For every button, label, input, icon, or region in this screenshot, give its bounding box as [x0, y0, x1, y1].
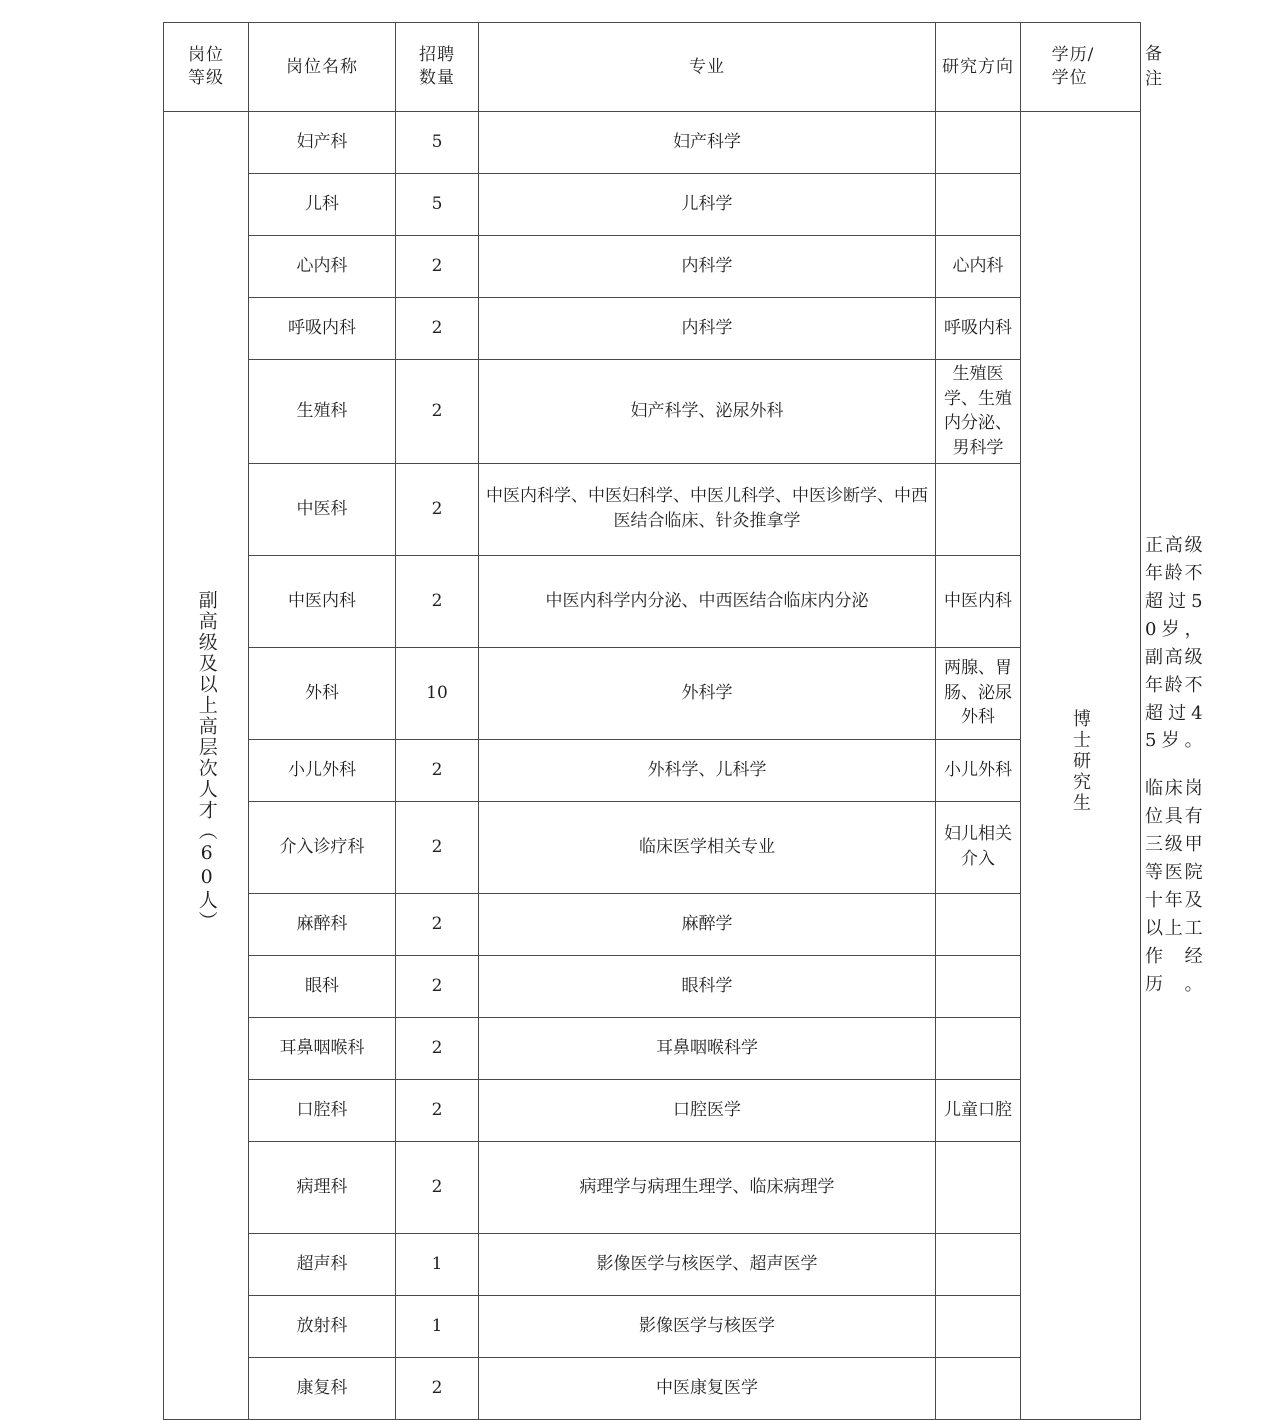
remark-paragraph-2: 临床岗位具有三级甲等医院十年及以上工作经历。	[1145, 778, 1203, 995]
cell-quantity: 2	[396, 1141, 479, 1233]
cell-research-direction	[936, 893, 1021, 955]
cell-position-name: 生殖科	[249, 360, 396, 464]
cell-quantity: 1	[396, 1233, 479, 1295]
cell-major: 眼科学	[479, 955, 936, 1017]
cell-major: 耳鼻咽喉科学	[479, 1017, 936, 1079]
header-label-research-direction: 研究方向	[942, 56, 1014, 77]
cell-major: 儿科学	[479, 174, 936, 236]
table-body	[164, 112, 1203, 1420]
header-label-education-degree: 学历/学位	[1051, 44, 1095, 88]
cell-research-direction	[936, 112, 1021, 174]
table-row	[164, 647, 1141, 739]
header-label-level: 岗位等级	[188, 44, 224, 88]
cell-position-level	[164, 112, 249, 1420]
cell-major: 中医内科学、中医妇科学、中医儿科学、中医诊断学、中西医结合临床、针灸推拿学	[479, 463, 936, 555]
header-label-major: 专业	[689, 56, 725, 77]
cell-major: 中医康复医学	[479, 1357, 936, 1419]
cell-research-direction: 儿童口腔	[936, 1079, 1021, 1141]
cell-position-name: 呼吸内科	[249, 298, 396, 360]
table-row	[164, 112, 1141, 174]
cell-research-direction	[936, 1017, 1021, 1079]
education-degree-vertical-text: 博士研究生	[1070, 708, 1091, 814]
cell-quantity: 2	[396, 360, 479, 464]
cell-research-direction	[936, 1295, 1021, 1357]
header-cell-level	[164, 23, 249, 112]
cell-quantity: 2	[396, 1017, 479, 1079]
cell-position-name: 超声科	[249, 1233, 396, 1295]
cell-quantity: 2	[396, 555, 479, 647]
header-cell-major	[479, 23, 936, 112]
cell-major: 病理学与病理生理学、临床病理学	[479, 1141, 936, 1233]
cell-position-name: 中医科	[249, 463, 396, 555]
cell-research-direction	[936, 955, 1021, 1017]
cell-position-name: 外科	[249, 647, 396, 739]
cell-quantity: 2	[396, 893, 479, 955]
cell-position-name: 中医内科	[249, 555, 396, 647]
cell-major: 中医内科学内分泌、中西医结合临床内分泌	[479, 555, 936, 647]
cell-major: 内科学	[479, 236, 936, 298]
cell-quantity: 2	[396, 955, 479, 1017]
cell-quantity: 2	[396, 236, 479, 298]
cell-major: 内科学	[479, 298, 936, 360]
header-cell-education-degree	[1021, 23, 1141, 112]
cell-research-direction: 小儿外科	[936, 739, 1021, 801]
cell-quantity: 10	[396, 647, 479, 739]
table-row	[164, 1357, 1141, 1419]
cell-position-name: 心内科	[249, 236, 396, 298]
cell-quantity: 5	[396, 112, 479, 174]
cell-position-name: 小儿外科	[249, 739, 396, 801]
table-row	[164, 463, 1141, 555]
table-row	[164, 174, 1141, 236]
cell-quantity: 2	[396, 463, 479, 555]
cell-major: 妇产科学	[479, 112, 936, 174]
cell-position-name: 康复科	[249, 1357, 396, 1419]
cell-research-direction: 两腺、胃肠、泌尿外科	[936, 647, 1021, 739]
table-row	[164, 955, 1141, 1017]
cell-position-name: 麻醉科	[249, 893, 396, 955]
table-row	[164, 1233, 1141, 1295]
cell-position-name: 妇产科	[249, 112, 396, 174]
cell-quantity: 2	[396, 739, 479, 801]
cell-quantity: 5	[396, 174, 479, 236]
cell-major: 影像医学与核医学、超声医学	[479, 1233, 936, 1295]
header-cell-research-direction	[936, 23, 1021, 112]
cell-position-name: 放射科	[249, 1295, 396, 1357]
cell-research-direction	[936, 1141, 1021, 1233]
cell-research-direction	[936, 174, 1021, 236]
table-row	[164, 236, 1141, 298]
cell-research-direction	[936, 1233, 1021, 1295]
table-row	[164, 1079, 1141, 1141]
cell-position-name: 口腔科	[249, 1079, 396, 1141]
table-row	[164, 893, 1141, 955]
cell-research-direction: 生殖医学、生殖内分泌、男科学	[936, 360, 1021, 464]
table-row	[164, 1017, 1141, 1079]
header-label-quantity: 招聘数量	[419, 44, 455, 88]
cell-major: 外科学、儿科学	[479, 739, 936, 801]
table-row	[164, 1295, 1141, 1357]
table-row	[164, 801, 1141, 893]
cell-position-name: 耳鼻咽喉科	[249, 1017, 396, 1079]
header-cell-position-name	[249, 23, 396, 112]
header-row	[164, 23, 1141, 112]
cell-quantity: 2	[396, 801, 479, 893]
table-header	[164, 23, 1163, 112]
cell-position-name: 介入诊疗科	[249, 801, 396, 893]
position-level-vertical-text: 副高级及以上高层次人才（60人）	[195, 590, 218, 933]
header-cell-quantity	[396, 23, 479, 112]
cell-research-direction: 妇儿相关介入	[936, 801, 1021, 893]
cell-research-direction: 中医内科	[936, 555, 1021, 647]
table-row	[164, 360, 1141, 464]
cell-major: 妇产科学、泌尿外科	[479, 360, 936, 464]
remark-paragraph-1: 正高级年龄不超过50岁，副高级年龄不超过45岁。	[1145, 535, 1203, 752]
cell-major: 临床医学相关专业	[479, 801, 936, 893]
cell-position-name: 眼科	[249, 955, 396, 1017]
cell-quantity: 2	[396, 1079, 479, 1141]
cell-quantity: 2	[396, 1357, 479, 1419]
cell-major: 麻醉学	[479, 893, 936, 955]
cell-research-direction: 呼吸内科	[936, 298, 1021, 360]
header-label-remark: 备注	[1145, 44, 1163, 89]
table-row	[164, 555, 1141, 647]
cell-major: 影像医学与核医学	[479, 1295, 936, 1357]
cell-research-direction	[936, 1357, 1021, 1419]
cell-major: 外科学	[479, 647, 936, 739]
table-row	[164, 298, 1141, 360]
cell-quantity: 2	[396, 298, 479, 360]
cell-research-direction: 心内科	[936, 236, 1021, 298]
cell-major: 口腔医学	[479, 1079, 936, 1141]
table-row	[164, 1141, 1141, 1233]
recruitment-positions-table	[163, 22, 1203, 1420]
cell-position-name: 儿科	[249, 174, 396, 236]
table-row	[164, 739, 1141, 801]
cell-position-name: 病理科	[249, 1141, 396, 1233]
header-label-position-name: 岗位名称	[286, 56, 358, 77]
cell-research-direction	[936, 463, 1021, 555]
cell-quantity: 1	[396, 1295, 479, 1357]
cell-education-degree	[1021, 112, 1141, 1420]
